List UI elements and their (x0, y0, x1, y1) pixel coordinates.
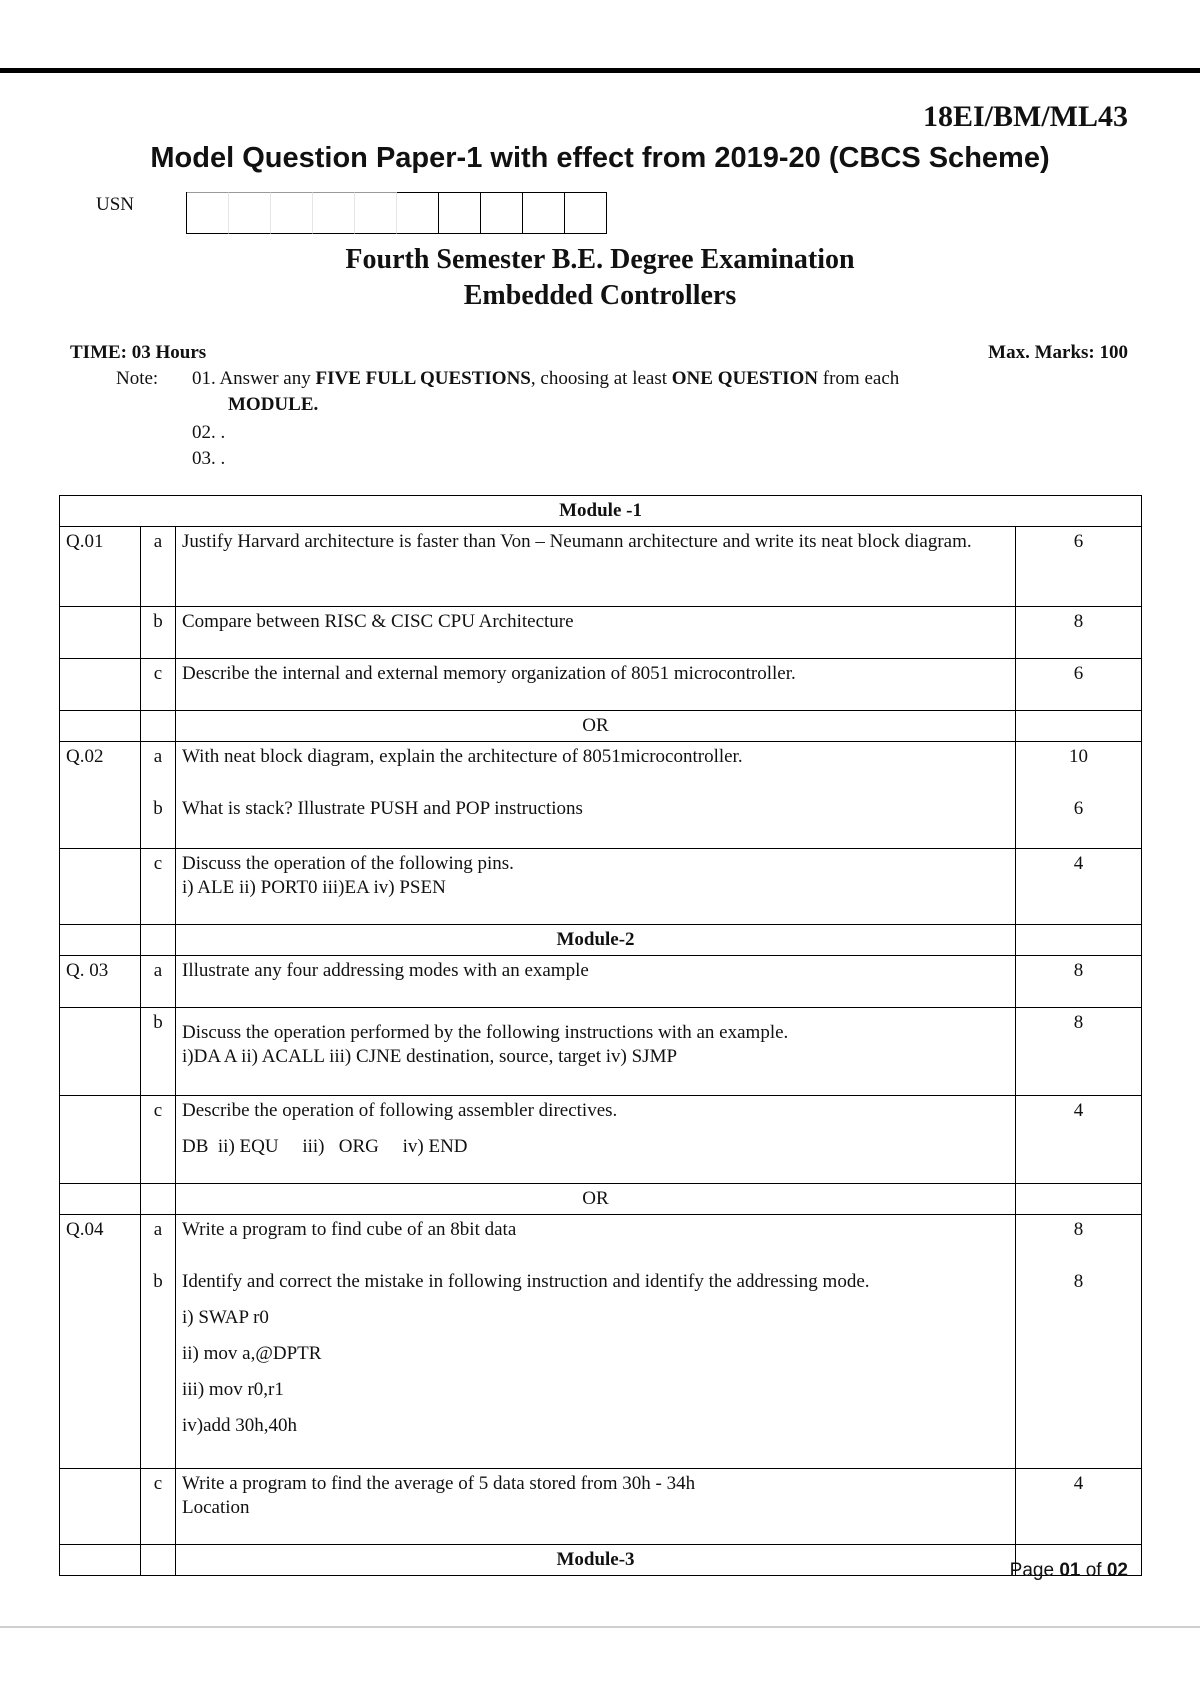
sub-question-label: c (141, 659, 176, 711)
table-row (60, 849, 1142, 925)
instruction-item: iv)add 30h,40h (182, 1415, 298, 1436)
sub-question-label: a (141, 956, 176, 1008)
question-marks: 4 (1016, 849, 1142, 925)
question-number-empty (60, 1008, 141, 1096)
question-text-cell (176, 1096, 1016, 1184)
question-text: Describe the operation of following assembler directives. (182, 1100, 618, 1121)
blank-cell (141, 925, 176, 956)
note-line-2: MODULE. (228, 394, 319, 415)
question-number-empty (60, 849, 141, 925)
instruction-item: i) SWAP r0 (182, 1307, 269, 1328)
usn-box[interactable] (565, 192, 607, 234)
question-text-cell (176, 1469, 1016, 1545)
sub-question-labels (141, 1215, 176, 1469)
question-marks: 8 (1016, 607, 1142, 659)
usn-box[interactable] (187, 192, 229, 234)
question-marks: 8 (1016, 1008, 1142, 1096)
blank-cell (141, 1545, 176, 1576)
bottom-rule (0, 1626, 1200, 1628)
or-row (60, 1184, 1142, 1215)
instruction-item: iii) mov r0,r1 (182, 1379, 284, 1400)
question-marks: 8 (1073, 1219, 1084, 1240)
question-text: Compare between RISC & CISC CPU Architecture (176, 607, 1016, 659)
sub-question-label: a (141, 527, 176, 607)
blank-cell (141, 1184, 176, 1215)
table-row (60, 742, 1142, 849)
sub-question-labels (141, 742, 176, 849)
question-text-cell (176, 849, 1016, 925)
note-line-1: 01. Answer any FIVE FULL QUESTIONS, choosing at least ONE QUESTION from each (192, 368, 900, 389)
question-text: Justify Harvard architecture is faster than Von – Neumann architecture and write its neat block diagram. (176, 527, 1016, 607)
usn-box[interactable] (229, 192, 271, 234)
sub-question-label: c (141, 849, 176, 925)
sub-question-label: c (141, 1469, 176, 1545)
table-row (60, 956, 1142, 1008)
table-row (60, 1215, 1142, 1469)
blank-cell (60, 1184, 141, 1215)
usn-box[interactable] (271, 192, 313, 234)
question-marks: 8 (1016, 956, 1142, 1008)
sub-question-label: a (153, 1219, 163, 1240)
module-2-heading: Module-2 (176, 925, 1016, 956)
note-line-3: 02. . (192, 422, 226, 443)
blank-cell (141, 711, 176, 742)
or-heading: OR (176, 711, 1016, 742)
instruction-item: ii) mov a,@DPTR (182, 1343, 322, 1364)
usn-box[interactable] (397, 192, 439, 234)
usn-box[interactable] (523, 192, 565, 234)
note-label: Note: (116, 368, 159, 389)
question-text-cell (176, 1008, 1016, 1096)
or-heading: OR (176, 1184, 1016, 1215)
question-marks: 8 (1073, 1271, 1084, 1292)
question-number-empty (60, 659, 141, 711)
table-row (60, 1008, 1142, 1096)
question-text: Illustrate any four addressing modes with an example (176, 956, 1016, 1008)
question-marks: 6 (1073, 798, 1084, 819)
question-text: i) ALE ii) PORT0 iii)EA iv) PSEN (182, 877, 446, 898)
question-text: DB ii) EQU iii) ORG iv) END (182, 1136, 468, 1157)
note-line-4: 03. . (192, 448, 226, 469)
usn-box[interactable] (439, 192, 481, 234)
question-marks: 10 (1069, 746, 1089, 767)
usn-box[interactable] (355, 192, 397, 234)
question-text: Discuss the operation of the following pins. (182, 853, 514, 874)
module-header-row (60, 1545, 1142, 1576)
blank-cell (60, 1545, 141, 1576)
blank-cell (60, 711, 141, 742)
question-text-cell (176, 742, 1016, 849)
table-row (60, 1469, 1142, 1545)
question-text-cell (176, 1215, 1016, 1469)
sub-question-label: a (153, 746, 163, 767)
question-text: Identify and correct the mistake in following instruction and identify the addressing mode. (182, 1271, 870, 1292)
or-row (60, 711, 1142, 742)
sub-question-label: b (153, 1271, 163, 1292)
usn-box[interactable] (313, 192, 355, 234)
question-marks-cell (1016, 1215, 1142, 1469)
sub-question-label: b (141, 607, 176, 659)
module-1-heading: Module -1 (60, 496, 1142, 527)
usn-boxes[interactable] (186, 192, 607, 234)
question-marks: 6 (1016, 527, 1142, 607)
blank-cell (1016, 711, 1142, 742)
question-marks: 4 (1016, 1096, 1142, 1184)
question-text: What is stack? Illustrate PUSH and POP instructions (182, 798, 583, 819)
question-number: Q. 03 (60, 956, 141, 1008)
question-table (59, 495, 1142, 1576)
blank-cell (60, 925, 141, 956)
module-header-row (60, 496, 1142, 527)
usn-box[interactable] (481, 192, 523, 234)
question-number-empty (60, 607, 141, 659)
question-number: Q.01 (60, 527, 141, 607)
question-number-empty (60, 1096, 141, 1184)
sub-question-label: b (141, 1008, 176, 1096)
max-marks-label: Max. Marks: 100 (988, 342, 1128, 363)
question-marks: 6 (1016, 659, 1142, 711)
question-number: Q.04 (60, 1215, 141, 1469)
time-label: TIME: 03 Hours (70, 342, 207, 363)
table-row (60, 659, 1142, 711)
subject-title: Embedded Controllers (463, 280, 737, 311)
sub-question-label: c (141, 1096, 176, 1184)
subject-code: 18EI/BM/ML43 (922, 100, 1128, 133)
question-text: i)DA A ii) ACALL iii) CJNE destination, source, target iv) SJMP (182, 1046, 678, 1067)
table-row (60, 607, 1142, 659)
question-text: Discuss the operation performed by the following instructions with an example. (182, 1022, 789, 1043)
blank-cell (1016, 1184, 1142, 1215)
question-marks-cell (1016, 742, 1142, 849)
exam-title: Fourth Semester B.E. Degree Examination (345, 244, 855, 275)
module-header-row (60, 925, 1142, 956)
question-text: Describe the internal and external memory organization of 8051 microcontroller. (176, 659, 1016, 711)
usn-label: USN (96, 194, 135, 215)
blank-cell (1016, 925, 1142, 956)
paper-title: Model Question Paper-1 with effect from 2019-20 (CBCS Scheme) (150, 142, 1050, 174)
question-number-empty (60, 1469, 141, 1545)
top-rule (0, 68, 1200, 73)
sub-question-label: b (153, 798, 163, 819)
question-marks: 4 (1016, 1469, 1142, 1545)
question-number: Q.02 (60, 742, 141, 849)
table-row (60, 1096, 1142, 1184)
question-text: Write a program to find cube of an 8bit data (182, 1219, 517, 1240)
page-number: Page 01 of 02 (1009, 1560, 1128, 1581)
question-text: With neat block diagram, explain the architecture of 8051microcontroller. (182, 746, 743, 767)
module-3-heading: Module-3 (176, 1545, 1016, 1576)
question-text: Location (182, 1497, 250, 1518)
table-row (60, 527, 1142, 607)
question-text: Write a program to find the average of 5 data stored from 30h - 34h (182, 1473, 696, 1494)
